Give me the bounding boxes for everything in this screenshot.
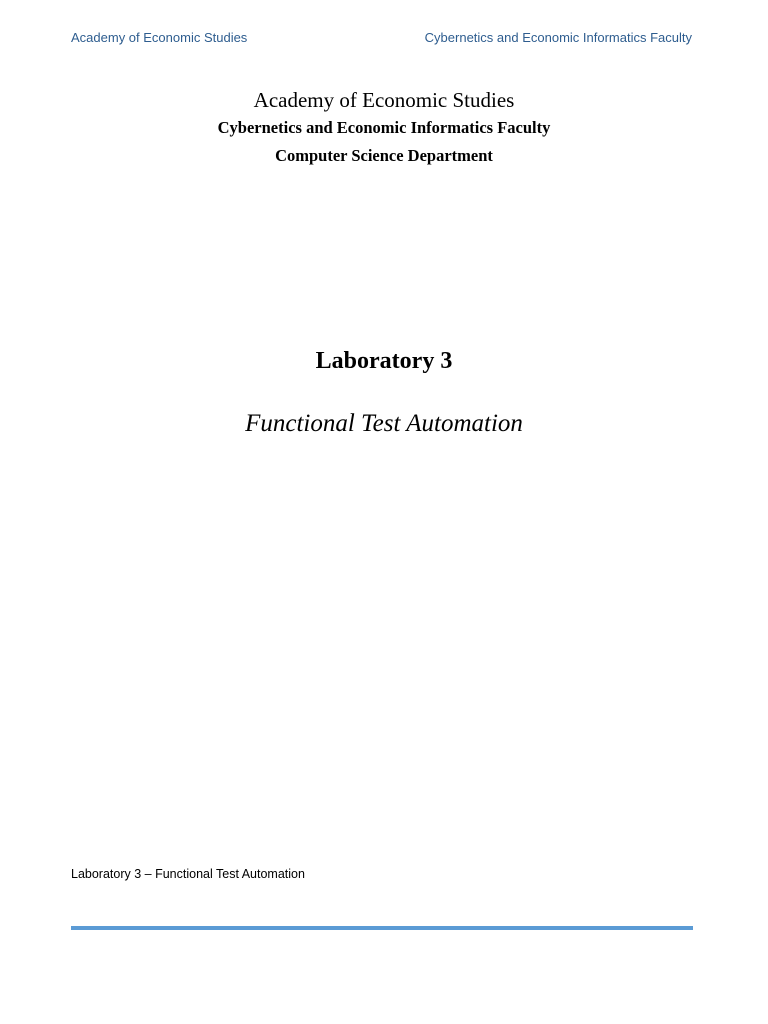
lab-title: Laboratory 3 [315, 348, 453, 374]
department-name: Computer Science Department [275, 146, 493, 165]
lab-subtitle: Functional Test Automation [245, 410, 523, 437]
page-footer-text: Laboratory 3 – Functional Test Automation [71, 867, 305, 881]
page-header [71, 30, 692, 50]
institution-name: Academy of Economic Studies [253, 88, 515, 112]
faculty-name: Cybernetics and Economic Informatics Faculty [217, 118, 551, 137]
header-right-text: Cybernetics and Economic Informatics Faculty [424, 30, 692, 45]
footer-rule [71, 926, 693, 930]
header-left-text: Academy of Economic Studies [71, 30, 248, 45]
title-block [0, 86, 768, 170]
